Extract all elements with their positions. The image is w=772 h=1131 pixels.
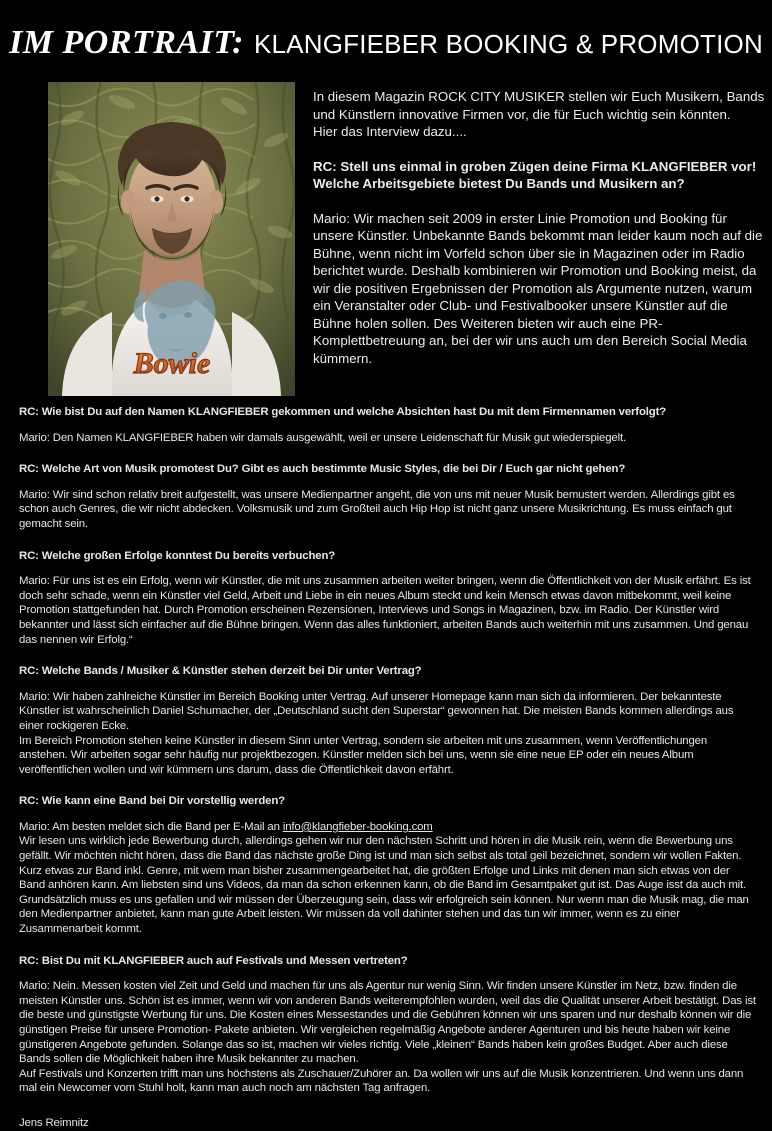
- interview-answer-2: Mario: Den Namen KLANGFIEBER haben wir damals ausgewählt, weil er unsere Leidenschaft für Musik gut wiederspiegelt.: [19, 431, 626, 444]
- interview-question-6: RC: Wie kann eine Band bei Dir vorstellig werden?: [19, 795, 285, 808]
- interview-question-7: RC: Bist Du mit KLANGFIEBER auch auf Festivals und Messen vertreten?: [19, 954, 408, 967]
- portrait-photo: [48, 82, 295, 396]
- portrait-photo-image: [48, 82, 295, 396]
- author-signature: Jens Reimnitz: [19, 1116, 89, 1129]
- svg-text:Bowie: Bowie: [133, 347, 211, 380]
- intro-paragraph: In diesem Magazin ROCK CITY MUSIKER stellen wir Euch Musikern, Bands und Künstlern innovative Firmen vor, die für Euch wichtig sein könnten.: [313, 89, 765, 122]
- interview-answer-4: Mario: Für uns ist es ein Erfolg, wenn wir Künstler, die mit uns zusammen arbeiten weiter bringen, wenn die Öffentlichkeit von der Musik erfährt. Es ist doch sehr schade, wenn ein Künstler viel Geld, Arbeit und Liebe in ein neues Album steckt und kein Mensch etwas davon mitbekommt, weil keine Promotion stattgefunden hat. Durch Promotion erscheinen Rezensionen, Interviews und Songs in Magazinen, bzw. im Radio. Der Künstler wird bekannter und lässt sich einfacher auf die Bühne bringen. Wenn das alles funktioniert, arbeiten Bands auch weiterhin mit uns zusammen. Und genau das nennen wir Erfolg.“: [19, 575, 751, 646]
- interview-answer-5b: Im Bereich Promotion stehen keine Künstler in diesem Sinn unter Vertrag, sondern sie arbeiten mit uns zusammen, wenn Veröffentlichungen anstehen. Wir arbeiten sogar sehr häufig nur projektbezogen. Künstler melden sich bei uns, wenn sie eine neue EP oder ein neues Album veröffentlichen wollen und wir kümmern uns darum, dass die Öffentlichkeit davon erfährt.: [19, 734, 708, 776]
- email-link[interactable]: info@klangfieber-booking.com: [282, 820, 433, 833]
- interview-question-3: RC: Welche Art von Musik promotest Du? Gibt es auch bestimmte Music Styles, die bei Dir / Euch gar nicht gehen?: [19, 463, 626, 476]
- interview-question-1: RC: Stell uns einmal in groben Zügen deine Firma KLANGFIEBER vor! Welche Arbeitsgebiete bietest Du Bands und Musikern an?: [313, 158, 757, 191]
- interview-answer-3: Mario: Wir sind schon relativ breit aufgestellt, was unsere Medienpartner angeht, die von uns mit neuer Musik bemustert werden. Allerdings gibt es schon auch Genres, die wir nicht abdecken. Volksmusik und zum Großteil auch Hip Hop ist nicht ganz unsere Musikrichtung. Es muss einfach gut gemacht sein.: [19, 488, 735, 530]
- intro-paragraph-2: Hier das Interview dazu....: [313, 124, 467, 139]
- interview-body: [19, 405, 757, 1131]
- interview-question-5: RC: Welche Bands / Musiker & Künstler stehen derzeit bei Dir unter Vertrag?: [19, 665, 422, 678]
- masthead-company-name: KLANGFIEBER BOOKING & PROMOTION: [253, 29, 763, 59]
- answer-6-prefix: Mario: Am besten meldet sich die Band per E-Mail an: [19, 820, 283, 833]
- interview-answer-6b: Wir lesen uns wirklich jede Bewerbung durch, allerdings gehen wir nur den nächsten Schritt und hören in die Musik rein, wenn die Bewerbung uns gefällt. Wir möchten nicht hören, dass die Band das nächste große Ding ist und man sich selbst als total geil bezeichnet, sondern wir wollen Fakten. Kurz etwas zur Band inkl. Genre, mit wem man bisher zusammengearbeitet hat, die größten Erfolge und Links mit denen man sich etwas von der Band anhören kann. Am liebsten sind uns Videos, da man da schon erkennen kann, ob die Band im Gesamtpaket gut ist. Das Auge isst da auch mit. Grundsätzlich muss es uns gefallen und wir müssen der Überzeugung sein, dass wir erfolgreich sein können. Nur wenn man die Musik mag, die man den Medienpartner anbietet, kann man gute Arbeit leisten. Wir müssen da voll dahinter stehen und das tun wir immer, wenn es zu einer Zusammenarbeit kommt.: [19, 835, 749, 936]
- interview-question-4: RC: Welche großen Erfolge konntest Du bereits verbuchen?: [19, 549, 336, 562]
- interview-answer-7: Mario: Nein. Messen kosten viel Zeit und Geld und machen für uns als Agentur nur wenig Sinn. Wir finden unsere Künstler im Netz, bzw. finden die meisten Künstler uns. Schön ist es immer, wenn wir von anderen Bands weiterempfohlen wurden, weil das die Qualität unserer Arbeit bestätigt. Das ist die beste und günstigste Werbung für uns. Die Kosten eines Messestandes und die Gebühren können wir uns sparen und nur deshalb können wir die günstigen Preise für unsere Promotion- Pakete anbieten. Wir vergleichen regelmäßig Angebote anderer Agenturen und bis heute haben wir keine günstigeren Angebote gefunden. Solange das so ist, machen wir vieles richtig. Viele „kleinen“ Bands haben kein großes Budget. Aber auch diese Bands sollen die Möglichkeit haben ihre Musik bekannter zu machen.: [19, 980, 756, 1066]
- interview-answer-6: [19, 820, 757, 835]
- bowie-wordmark: [133, 347, 211, 380]
- masthead-portrait-label: IM PORTRAIT:: [9, 24, 244, 61]
- interview-answer-1: Mario: Wir machen seit 2009 in erster Linie Promotion und Booking für unsere Künstler. Unbekannte Bands bekommt man leider kaum noch auf die Bühne, wenn nicht im Vorfeld schon über sie in Magazinen oder im Radio berichtet wurde. Deshalb kombinieren wir Promotion und Booking meist, da wir die positiven Ergebnissen der Promotion als Argumente nutzen, warum ein Veranstalter oder Club- und Festivalbooker unsere Künstler auf die Bühne holen sollen. Des Weiteren bieten wir auch eine PR-Komplettbetreuung an, bei der wir uns auch um den Bereich Social Media kümmern.: [313, 210, 763, 366]
- interview-answer-5: Mario: Wir haben zahlreiche Künstler im Bereich Booking unter Vertrag. Auf unserer Homepage kann man sich da informieren. Der bekannteste Künstler ist wahrscheinlich Daniel Schumacher, der „Deutschland sucht den Superstar“ gewonnen hat. Die meisten Bands kommen allerdings aus einer rockigeren Ecke.: [19, 690, 734, 732]
- page-title: [0, 26, 772, 60]
- intro-column: [313, 88, 765, 367]
- interview-question-2: RC: Wie bist Du auf den Namen KLANGFIEBER gekommen und welche Absichten hast Du mit dem Firmennamen verfolgt?: [19, 406, 667, 418]
- interview-answer-7b: Auf Festivals und Konzerten trifft man uns höchstens als Zuschauer/Zuhörer an. Da wollen wir uns auf die Musik konzentrieren. Und wenn uns dann mal ein Newcomer vom Stuhl holt, kann man auch noch am nächsten Tag anfragen.: [19, 1067, 744, 1095]
